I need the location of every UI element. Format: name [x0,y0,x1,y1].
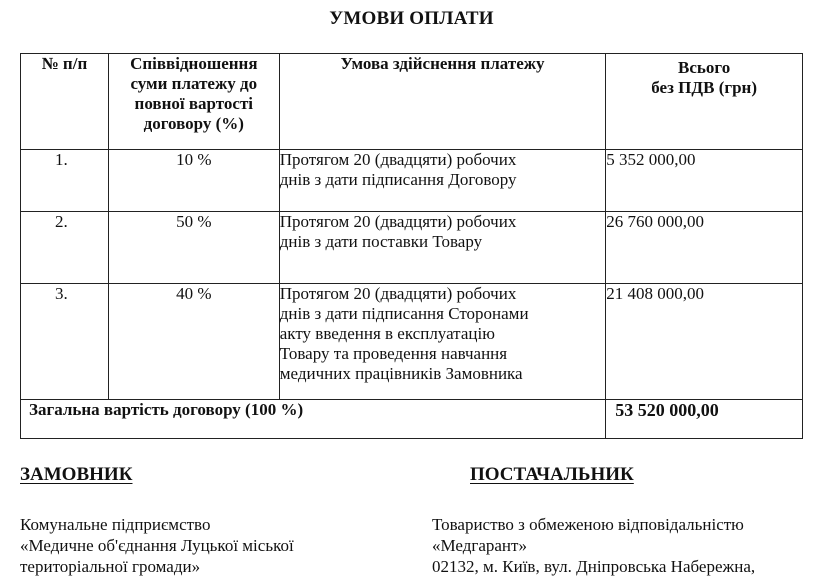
header-ratio [108,54,279,150]
row-sum: 26 760 000,00 [606,212,803,284]
header-ratio-line: Співвідношення [130,54,258,73]
row-condition: Протягом 20 (двадцяти) робочих днів з дати поставки Товару [279,212,606,284]
total-sum: 53 520 000,00 [606,400,803,439]
page-title: УМОВИ ОПЛАТИ [329,8,494,29]
table-total-row [21,400,803,439]
row-condition: Протягом 20 (двадцяти) робочих днів з дати підписання Договору [279,150,606,212]
row-number: 1. [21,150,109,212]
header-condition: Умова здійснення платежу [279,54,606,150]
total-label: Загальна вартість договору (100 %) [21,400,606,439]
row-percent: 40 % [108,284,279,400]
row-number: 2. [21,212,109,284]
row-percent: 50 % [108,212,279,284]
table-row [21,150,803,212]
customer-line: Комунальне підприємство [20,515,211,534]
row-number: 3. [21,284,109,400]
header-ratio-line: договору (%) [143,114,244,133]
supplier-line: «Медгарант» [432,536,527,555]
header-total-line: Всього [678,58,731,77]
row-condition: Протягом 20 (двадцяти) робочих днів з дати підписання Сторонами акту введення в експлуатацію Товару та проведення навчання медичних працівників Замовника [279,284,606,400]
header-ratio-line: суми платежу до [130,74,258,93]
supplier-line: Товариство з обмеженою відповідальністю [432,515,744,534]
row-sum: 5 352 000,00 [606,150,803,212]
supplier-line: 02132, м. Київ, вул. Дніпровська Набережна, [432,557,756,576]
header-total-line: без ПДВ (грн) [651,78,757,97]
payment-terms-table [20,53,803,439]
row-sum: 21 408 000,00 [606,284,803,400]
header-ratio-line: повної вартості [134,94,254,113]
customer-heading: ЗАМОВНИК [20,464,133,485]
customer-details [20,514,294,577]
customer-line: «Медичне об'єднання Луцької міської [20,536,294,555]
table-row [21,284,803,400]
header-total [606,54,803,150]
header-number: № п/п [21,54,109,150]
supplier-details [432,514,755,577]
supplier-heading: ПОСТАЧАЛЬНИК [470,464,634,485]
table-row [21,212,803,284]
customer-line: територіальної громади» [20,557,201,576]
table-header-row [21,54,803,150]
row-percent: 10 % [108,150,279,212]
